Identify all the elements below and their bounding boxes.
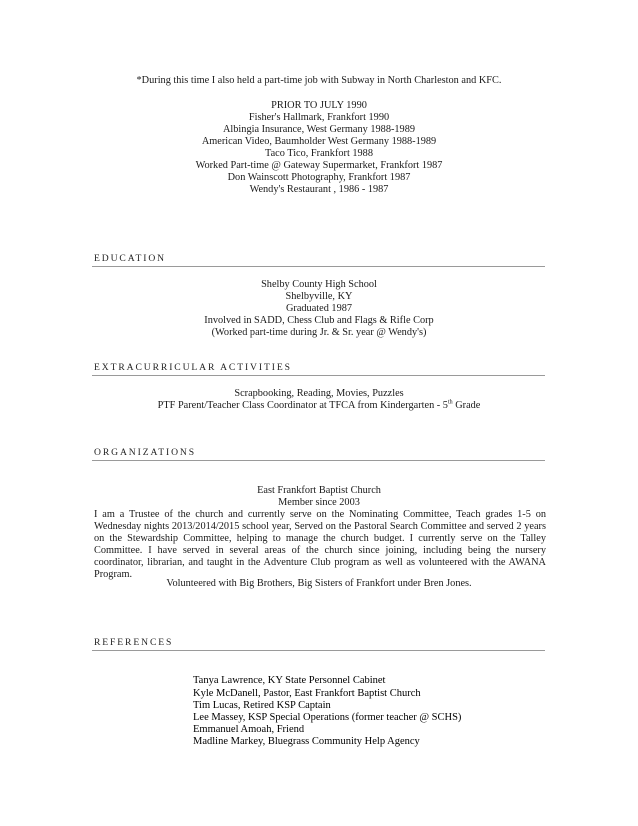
reference-item: Tim Lucas, Retired KSP Captain — [193, 700, 331, 711]
reference-item: Tanya Lawrence, KY State Personnel Cabinet — [193, 675, 386, 686]
ptf-text: PTF Parent/Teacher Class Coordinator at TFCA from Kindergarten - 5 — [157, 400, 448, 411]
part-time-note: *During this time I also held a part-time job with Subway in North Charleston and KFC. — [136, 75, 502, 86]
ptf-line — [0, 400, 638, 412]
prior-line: Don Wainscott Photography, Frankfort 1987 — [227, 172, 411, 183]
reference-item: Madline Markey, Bluegrass Community Help Agency — [193, 736, 420, 747]
organizations-heading: ORGANIZATIONS — [94, 447, 196, 458]
extracurricular-heading: EXTRACURRICULAR ACTIVITIES — [94, 362, 292, 373]
ptf-superscript: th — [447, 399, 453, 406]
education-line: (Worked part-time during Jr. & Sr. year @ Wendy's) — [211, 327, 427, 338]
section-divider — [92, 650, 545, 651]
church-paragraph: I am a Trustee of the church and currently serve on the Nominating Committee, Teach grades 1-5 on Wednesday nights 2013/2014/2015 school year, Served on the Pastoral Search Committee and served 2 years on the Stewardship Committee, helping to manage the church budget. I currently serve on the Talley Committee. I have served in several areas of the church since joining, including being the nursery coordinator, librarian, and taught in the Adventure Club program as well as volunteered with the AWANA Program. — [94, 509, 546, 580]
prior-line: Albingia Insurance, West Germany 1988-1989 — [222, 124, 415, 135]
reference-item: Lee Massey, KSP Special Operations (former teacher @ SCHS) — [193, 712, 462, 723]
education-line: Shelbyville, KY — [285, 291, 353, 302]
section-divider — [92, 460, 545, 461]
prior-line: Worked Part-time @ Gateway Supermarket, Frankfort 1987 — [195, 160, 443, 171]
section-divider — [92, 266, 545, 267]
education-line: Shelby County High School — [261, 279, 377, 290]
prior-line: Fisher's Hallmark, Frankfort 1990 — [248, 112, 390, 123]
member-since: Member since 2003 — [278, 497, 360, 508]
prior-line: Wendy's Restaurant , 1986 - 1987 — [249, 184, 389, 195]
education-line: Involved in SADD, Chess Club and Flags & Rifle Corp — [204, 315, 434, 326]
hobbies-line: Scrapbooking, Reading, Movies, Puzzles — [234, 388, 404, 399]
volunteer-line: Volunteered with Big Brothers, Big Sisters of Frankfort under Bren Jones. — [166, 578, 472, 589]
reference-item: Kyle McDanell, Pastor, East Frankfort Baptist Church — [193, 688, 421, 699]
references-heading: REFERENCES — [94, 637, 174, 648]
reference-item: Emmanuel Amoah, Friend — [193, 724, 305, 735]
church-name: East Frankfort Baptist Church — [257, 485, 381, 496]
prior-line: American Video, Baumholder West Germany 1988-1989 — [201, 136, 437, 147]
prior-line: Taco Tico, Frankfort 1988 — [265, 148, 373, 159]
education-line: Graduated 1987 — [285, 303, 353, 314]
section-divider — [92, 375, 545, 376]
prior-title: PRIOR TO JULY 1990 — [271, 100, 367, 111]
ptf-text-end: Grade — [452, 400, 481, 411]
education-heading: EDUCATION — [94, 253, 166, 264]
